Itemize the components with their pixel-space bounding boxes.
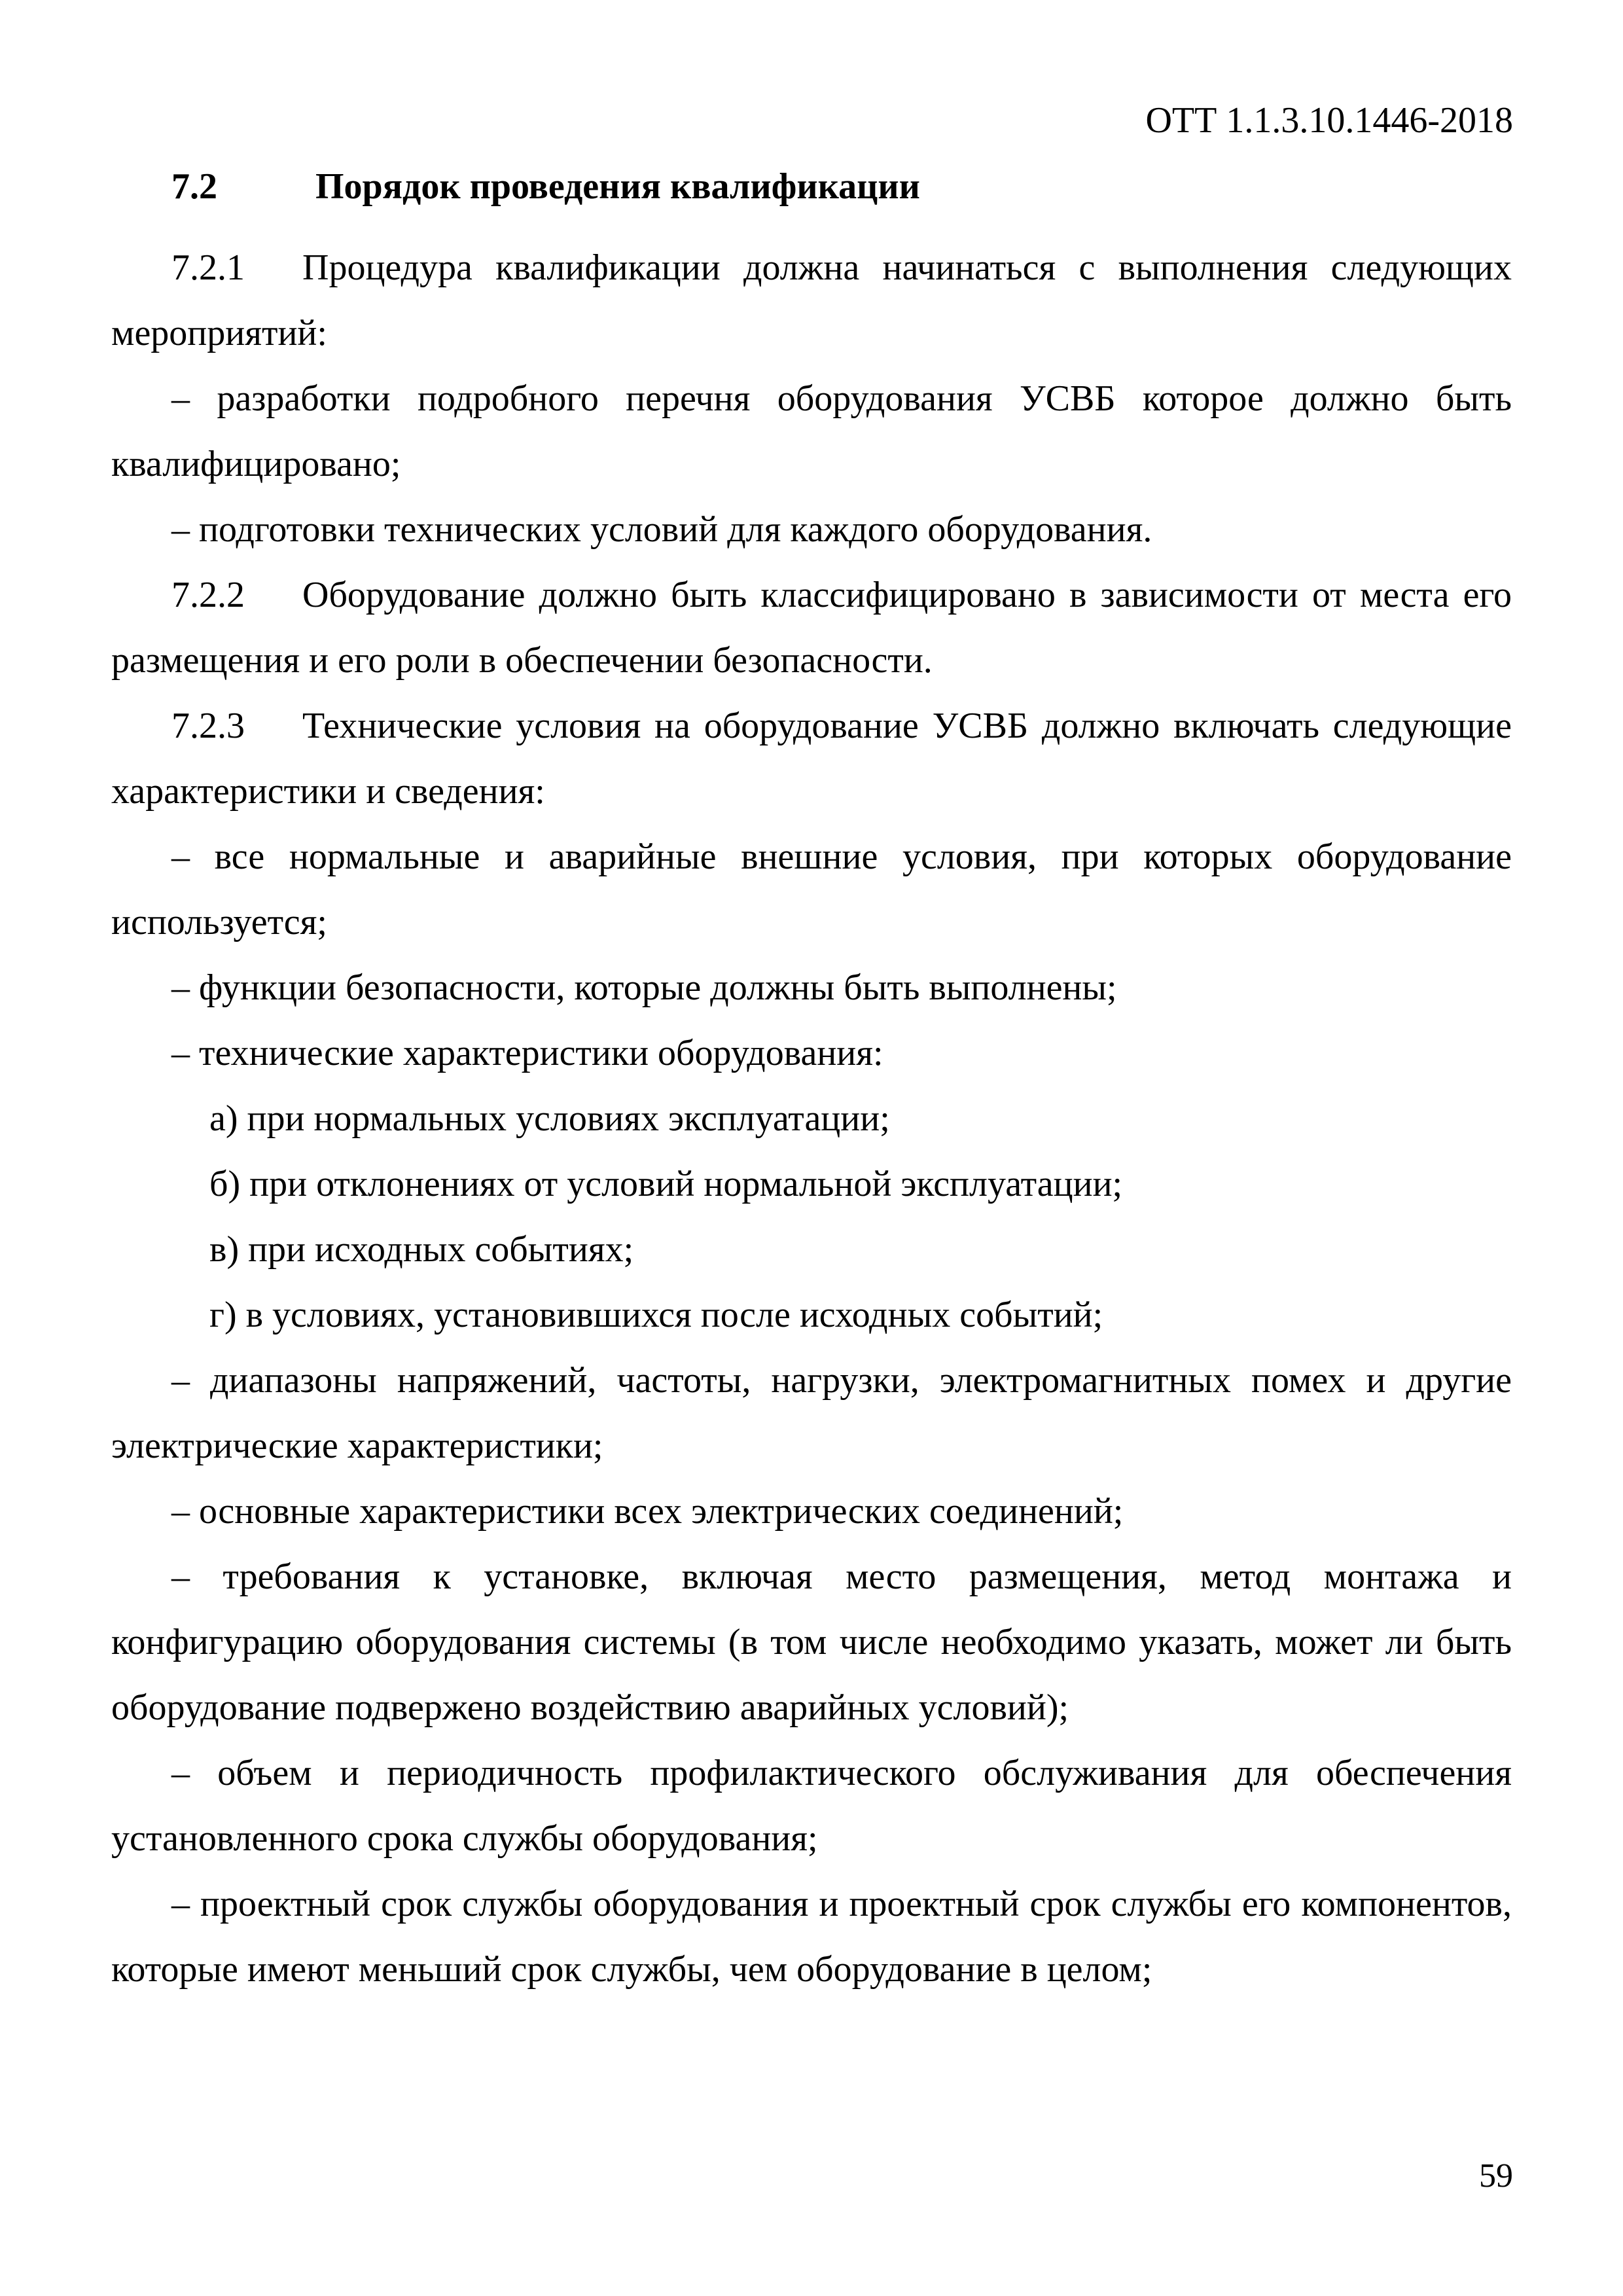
clause-number: 7.2.1 [171,247,245,288]
list-item: – требования к установке, включая место размещения, метод монтажа и конфигурацию оборудования системы (в том числе необходимо указать, может ли быть оборудование подвержено воздействию аварийных условий); [111,1556,1512,1728]
section-title: Порядок проведения квалификации [315,166,920,207]
section-heading [111,154,1512,219]
clause-text: Процедура квалификации должна начинаться с выполнения следующих мероприятий: [111,247,1512,353]
clause-number: 7.2.3 [171,706,245,746]
list-item: – разработки подробного перечня оборудования УСВБ которое должно быть квалифицировано; [111,378,1512,484]
sub-list-item: г) в условиях, установившихся после исходных событий; [209,1295,1103,1335]
list-item: – функции безопасности, которые должны быть выполнены; [171,967,1117,1008]
clause-number: 7.2.2 [171,575,245,615]
sub-list-item: а) при нормальных условиях эксплуатации; [209,1098,890,1139]
list-item: – основные характеристики всех электрических соединений; [171,1491,1124,1532]
clause-text: Оборудование должно быть классифицировано в зависимости от места его размещения и его роли в обеспечении безопасности. [111,575,1512,681]
clause-7-2-2 [111,562,1512,693]
sub-list-item: в) при исходных событиях; [209,1229,634,1270]
clause-text: Технические условия на оборудование УСВБ должно включать следующие характеристики и сведения: [111,706,1512,812]
list-item: – диапазоны напряжений, частоты, нагрузки, электромагнитных помех и другие электрические характеристики; [111,1360,1512,1466]
list-item: – все нормальные и аварийные внешние условия, при которых оборудование используется; [111,836,1512,942]
document-body [111,154,1512,2002]
list-item: – подготовки технических условий для каждого оборудования. [171,509,1152,550]
clause-7-2-3 [111,693,1512,824]
document-code: ОТТ 1.1.3.10.1446-2018 [1145,100,1513,141]
section-number: 7.2 [171,166,217,207]
sub-list-item: б) при отклонениях от условий нормальной эксплуатации; [209,1164,1123,1204]
list-item: – проектный срок службы оборудования и проектный срок службы его компонентов, которые имеют меньший срок службы, чем оборудование в целом; [111,1884,1512,1990]
clause-7-2-1 [111,235,1512,366]
list-item: – технические характеристики оборудования: [171,1033,883,1073]
page-number: 59 [1479,2157,1513,2195]
list-item: – объем и периодичность профилактического обслуживания для обеспечения установленного срока службы оборудования; [111,1753,1512,1859]
